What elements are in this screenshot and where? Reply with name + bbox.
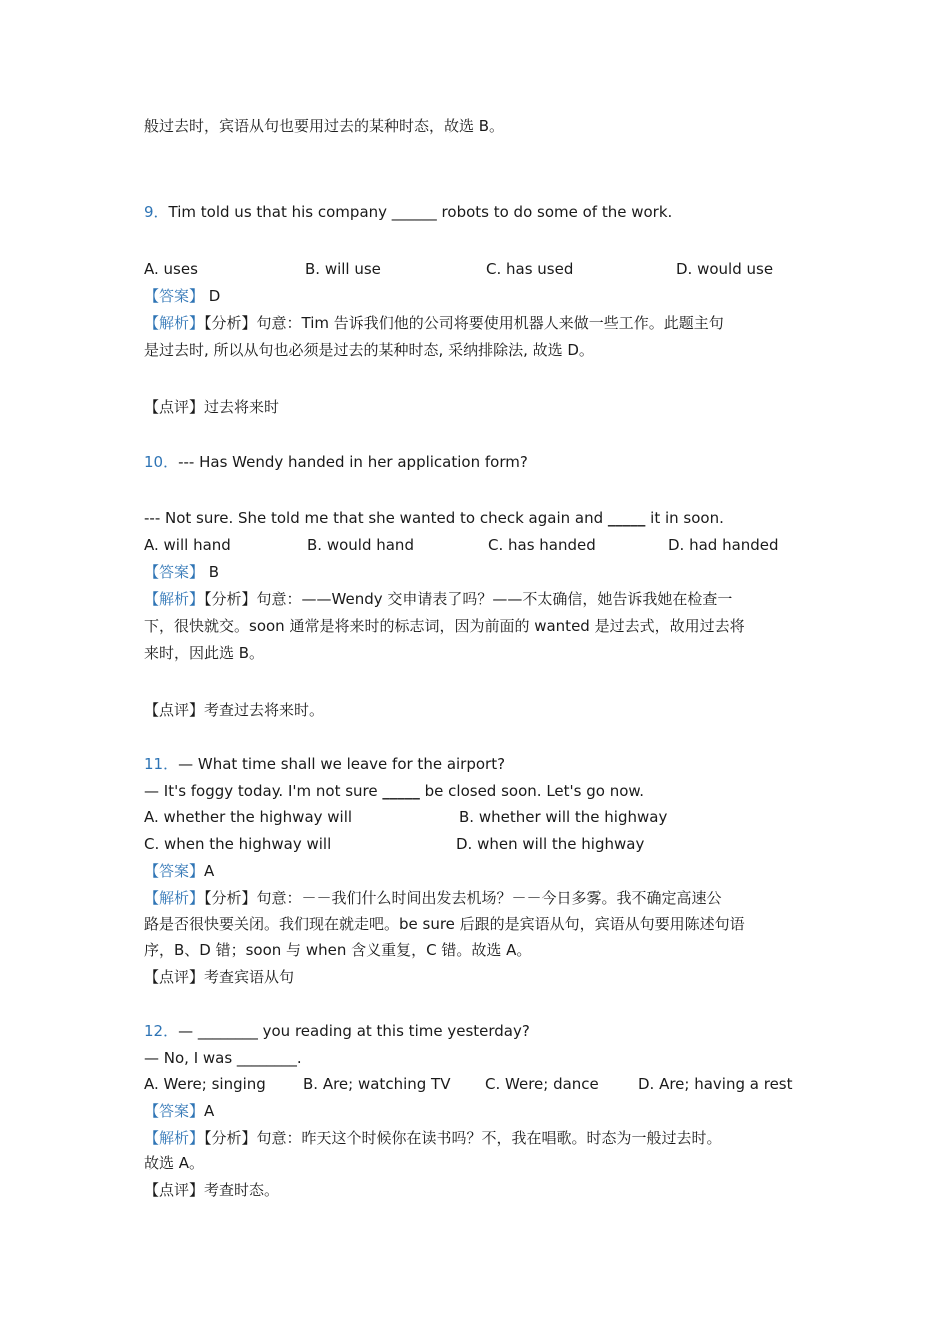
q10-options: [144, 535, 808, 555]
option-b: B. whether will the highway: [459, 808, 668, 826]
stem-text: it in soon.: [645, 509, 724, 527]
answer-value: A: [204, 862, 215, 880]
question-stem: --- Has Wendy handed in her application form?: [178, 453, 528, 471]
answer-blank: _____: [607, 509, 646, 527]
option-d: D. Are; having a rest: [638, 1075, 793, 1093]
question-number: 10．: [144, 453, 179, 471]
q11-analysis-line-2: 路是否很快要关闭。我们现在就走吧。be sure 后跟的是宾语从句，宾语从句要用陈述句语: [144, 915, 745, 933]
option-b: B. will use: [305, 260, 381, 278]
q11-answer: [144, 861, 214, 881]
question-number: 12．: [144, 1022, 179, 1040]
option-b: B. would hand: [307, 536, 414, 554]
q10-stem-line-2: [144, 508, 724, 528]
q12-analysis-line-1: [144, 1128, 722, 1148]
answer-blank: _____: [382, 782, 420, 800]
analysis-tag: 【解析】: [144, 1129, 205, 1147]
question-number: 9．: [144, 203, 169, 221]
q10-answer: [144, 562, 219, 582]
q11-options-row-1: [144, 807, 808, 827]
q10-analysis-line-1: [144, 589, 732, 609]
analysis-tag: 【解析】: [144, 889, 205, 907]
stem-text: --- Not sure. She told me that she wanted to check again and: [144, 509, 608, 527]
analysis-text: 【分析】句意：Tim 告诉我们他的公司将要使用机器人来做一些工作。此题主句: [204, 314, 724, 332]
option-c: C. has used: [486, 260, 574, 278]
q9-options: [144, 259, 808, 279]
q12-answer: [144, 1101, 214, 1121]
answer-tag: 【答案】: [144, 862, 205, 880]
q10-comment: 【点评】考查过去将来时。: [144, 701, 325, 719]
analysis-tag: 【解析】: [144, 590, 205, 608]
intro-text: 般过去时，宾语从句也要用过去的某种时态，故选 B。: [144, 117, 505, 135]
q9-comment: 【点评】过去将来时: [144, 398, 280, 416]
q12-analysis-line-2: 故选 A。: [144, 1154, 205, 1172]
question-12: [144, 1021, 530, 1041]
option-a: A. uses: [144, 260, 198, 278]
q12-comment: 【点评】考查时态。: [144, 1181, 280, 1199]
q11-analysis-line-3: 序，B、D 错；soon 与 when 含义重复，C 错。故选 A。: [144, 941, 532, 959]
q11-options-row-2: [144, 834, 808, 854]
question-10: [144, 452, 528, 472]
q9-answer: [144, 286, 220, 306]
q12-options: [144, 1074, 808, 1094]
option-a: A. whether the highway will: [144, 808, 353, 826]
stem-text: be closed soon. Let's go now.: [419, 782, 645, 800]
question-stem: Tim told us that his company ______ robots to do some of the work.: [168, 203, 673, 221]
answer-value: A: [204, 1102, 215, 1120]
question-stem: — What time shall we leave for the airport?: [178, 755, 506, 773]
answer-value: B: [204, 563, 220, 581]
q11-comment: 【点评】考查宾语从句: [144, 968, 295, 986]
option-c: C. when the highway will: [144, 835, 332, 853]
option-d: D. when will the highway: [456, 835, 645, 853]
answer-value: D: [204, 287, 221, 305]
analysis-text: 【分析】句意：－－我们什么时间出发去机场？－－今日多雾。我不确定高速公: [204, 889, 722, 907]
option-c: C. has handed: [488, 536, 596, 554]
q11-analysis-line-1: [144, 888, 722, 908]
option-b: B. Are; watching TV: [303, 1075, 451, 1093]
q12-stem-line-2: — No, I was ________.: [144, 1049, 302, 1067]
analysis-text: 【分析】句意：——Wendy 交申请表了吗？——不太确信，她告诉我她在检查一: [204, 590, 733, 608]
q9-analysis-line-1: [144, 313, 724, 333]
analysis-text: 【分析】句意：昨天这个时候你在读书吗？不，我在唱歌。时态为一般过去时。: [204, 1129, 722, 1147]
answer-tag: 【答案】: [144, 563, 205, 581]
answer-tag: 【答案】: [144, 287, 205, 305]
question-stem: — ________ you reading at this time yesterday?: [178, 1022, 530, 1040]
q10-analysis-line-3: 来时，因此选 B。: [144, 644, 265, 662]
option-a: A. will hand: [144, 536, 231, 554]
question-11: [144, 754, 505, 774]
question-number: 11．: [144, 755, 179, 773]
q11-stem-line-2: [144, 781, 644, 801]
option-a: A. Were; singing: [144, 1075, 266, 1093]
option-d: D. had handed: [668, 536, 779, 554]
analysis-tag: 【解析】: [144, 314, 205, 332]
option-c: C. Were; dance: [485, 1075, 599, 1093]
question-9: [144, 202, 672, 222]
q10-analysis-line-2: 下，很快就交。soon 通常是将来时的标志词，因为前面的 wanted 是过去式，故用过去将: [144, 617, 745, 635]
stem-text: — It's foggy today. I'm not sure: [144, 782, 383, 800]
q9-analysis-line-2: 是过去时, 所以从句也必须是过去的某种时态, 采纳排除法, 故选 D。: [144, 341, 594, 359]
answer-tag: 【答案】: [144, 1102, 205, 1120]
option-d: D. would use: [676, 260, 774, 278]
